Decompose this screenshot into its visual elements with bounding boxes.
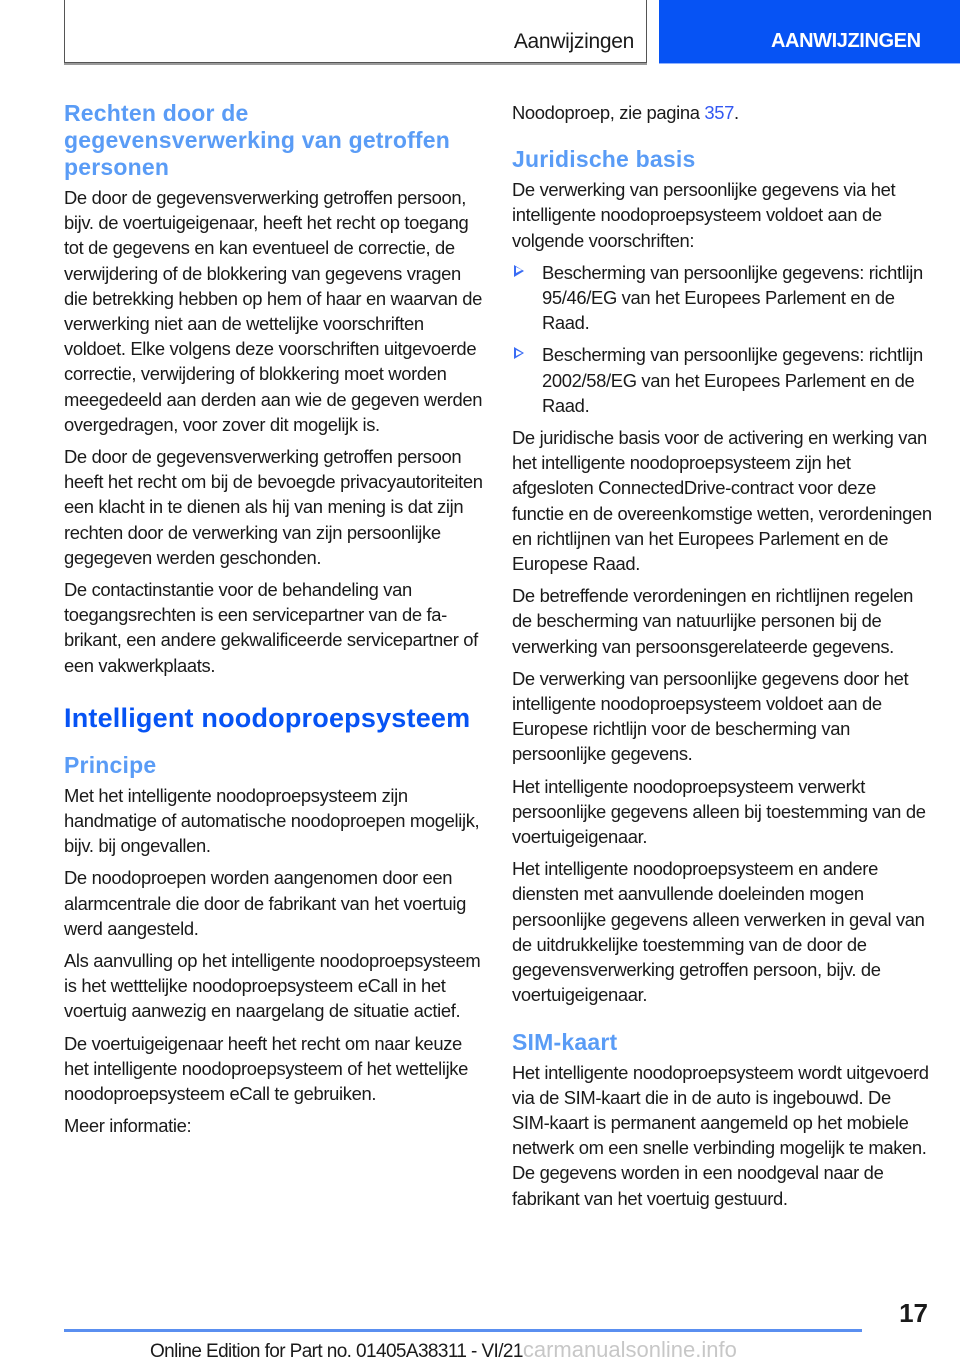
legal-heading: Juridische basis xyxy=(512,146,696,173)
sim-paragraph: Het intelligente noodoproepsysteem wordt uitgevoerd via de SIM-kaart die in de auto is ingebouwd. De SIM-kaart is permanent aangemeld op het mobiele netwerk om een snelle verbinding mogelijk te maken. De gegevens worden in een noodgeval naar de fabrikant van het voertuig gestuurd. xyxy=(512,1061,929,1209)
legal-paragraph: Het intelligente noodoproepsysteem verwerkt persoonlijke gegevens alleen bij toestemming van de voertuigeigenaar. xyxy=(512,775,926,848)
principle-paragraph: De voertuigeigenaar heeft het recht om naar keuze het intelligente noodoproepsysteem of het wettelijke noodoproepsysteem eCall te gebruiken. xyxy=(64,1032,469,1105)
legal-intro: De verwerking van persoonlijke gegevens via het intelligente noodoproepsysteem voldoet aan de volgende voorschriften: xyxy=(512,179,896,251)
list-item-text: Bescherming van persoonlijke gegevens: richtlijn 95/46/EG van het Europees Parlement en de Raad. xyxy=(542,261,923,334)
rights-paragraph: De contactinstantie voor de behandeling van toegangsrechten is een servicepartner van de fabrikant, een andere gekwalificeerde servicepartner of een vakwerkplaats. xyxy=(64,579,478,676)
header-section-box xyxy=(64,0,647,63)
page-reference xyxy=(512,100,932,125)
rights-paragraph: De door de gegevensverwerking getroffen persoon heeft het recht om bij de bevoegde privacyautoriteiten een klacht in te dienen als hij van mening is dat zijn rechten door de verwerking van zijn persoonlijke gegegeven werden geschonden. xyxy=(64,446,483,568)
edition-text: Online Edition for Part no. 01405A38311 - VI/21 xyxy=(150,1341,523,1362)
rights-paragraph: De door de gegevensverwerking getroffen persoon, bijv. de voertuigeigenaar, heeft het recht op toegang tot de gegevens en kan eventueel de correctie, de verwijdering of de blokkering van gegevens vragen die betrekking hebben op hem of haar en waarvan de verwerking niet aan de wettelijke voorschriften voldoet. Elke volgens deze voorschriften uitgevoerde correctie, verwijdering of blokkering moet worden meegedeeld aan derden aan wie de gegeven werden overgedragen, voor zover dit mogelijk is. xyxy=(64,187,483,435)
legal-paragraph: Het intelligente noodoproepsysteem en andere diensten met aanvullende doeleinden mogen persoonlijke gegevens alleen verwerken in geval van de uitdrukkelijke toestemming van de door de gegevensverwerking getroffen persoon, bijv. de voertuigeigenaar. xyxy=(512,858,925,1006)
page-number: 17 xyxy=(899,1298,928,1328)
list-item xyxy=(512,260,932,336)
main-section-heading: Intelligent noodoproepsysteem xyxy=(64,702,471,733)
reference-text: Noodoproep, zie pagina xyxy=(512,102,705,123)
legal-paragraph: De juridische basis voor de activering en werking van het intelligente noodoproepsysteem zijn het afgesloten ConnectedDrive-contract voor deze functie en de overeenkomstige wetten, verordeningen en richtlijnen van het Europees Parlement en de Europese Raad. xyxy=(512,427,932,575)
page-link[interactable]: 357 xyxy=(704,102,734,123)
header-section-label: Aanwijzingen xyxy=(513,30,634,53)
footer-edition xyxy=(150,1337,737,1363)
triangle-bullet-icon xyxy=(514,347,524,359)
footer-divider xyxy=(64,1329,862,1332)
header-chapter-tab[interactable] xyxy=(659,0,960,64)
principle-paragraph: De noodoproepen worden aangenomen door een alarmcentrale die door de fabrikant van het voertuig werd aangesteld. xyxy=(64,867,466,939)
chapter-tab-label: AANWIJZINGEN xyxy=(771,30,921,52)
legal-paragraph: De verwerking van persoonlijke gegevens door het intelligente noodoproepsysteem voldoet aan de Europese richtlijn voor de bescherming van persoonlijke gegevens. xyxy=(512,667,909,765)
right-column xyxy=(512,100,932,1218)
principle-paragraph: Met het intelligente noodoproepsysteem zijn handmatige of automatische noodoproepen mogelijk, bijv. bij ongevallen. xyxy=(64,784,480,857)
regulation-list xyxy=(512,260,932,418)
reference-period: . xyxy=(734,102,739,123)
triangle-bullet-icon xyxy=(514,265,524,277)
legal-paragraph: De betreffende verordeningen en richtlijnen regelen de bescherming van natuurlijke personen bij de verwerking van persoonsgerelateerde gegevens. xyxy=(512,585,913,657)
rights-heading: Rechten door de gegevensverwerking van getroffen personen xyxy=(64,100,451,180)
sim-heading: SIM-kaart xyxy=(512,1028,618,1055)
watermark: carmanualsonline.info xyxy=(522,1337,737,1362)
more-info-label: Meer informatie: xyxy=(64,1115,192,1137)
list-item-text: Bescherming van persoonlijke gegevens: richtlijn 2002/58/EG van het Europees Parlement en de Raad. xyxy=(542,344,923,416)
list-item xyxy=(512,342,932,418)
principle-heading: Principe xyxy=(64,751,157,778)
principle-paragraph: Als aanvulling op het intelligente noodoproepsysteem is het wetttelijke noodoproepsysteem eCall in het voertuig aanwezig en naargelang de situatie actief. xyxy=(64,950,481,1022)
left-column xyxy=(64,100,484,1146)
